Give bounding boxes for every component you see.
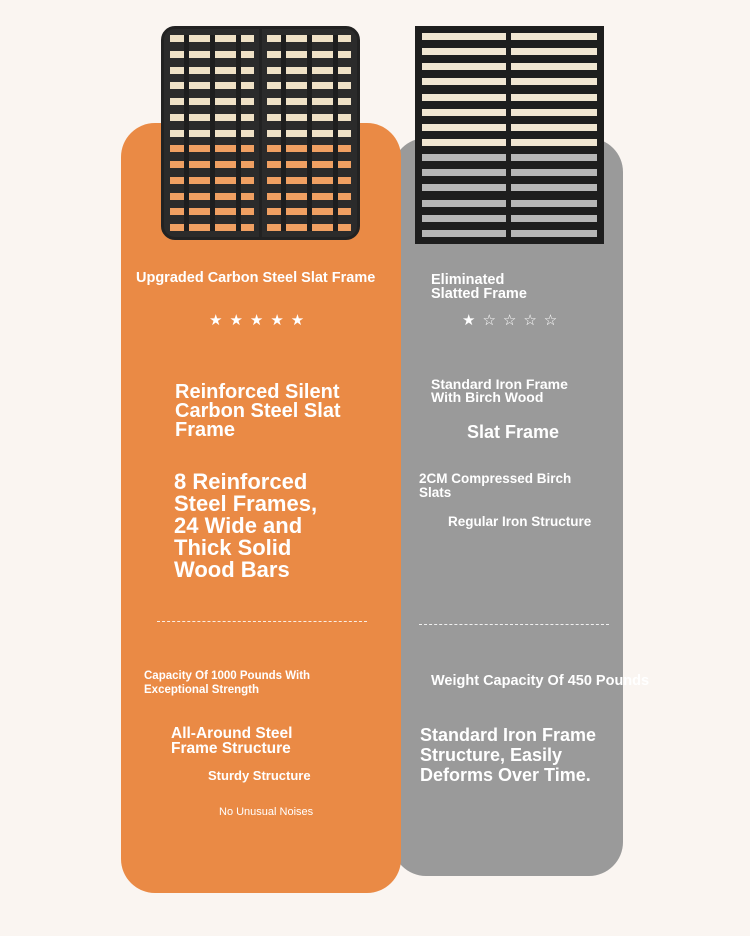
one-star-rating: ★☆☆☆☆ xyxy=(462,312,565,329)
regular-iron-structure-text: Regular Iron Structure xyxy=(448,514,592,529)
birch-slats-text: 2CM Compressed Birch Slats xyxy=(419,471,572,500)
capacity-450-text: Weight Capacity Of 450 Pounds xyxy=(431,673,650,689)
reinforced-frame-heading: Reinforced Silent Carbon Steel Slat Frame xyxy=(175,381,341,441)
steel-support-bar xyxy=(307,35,312,231)
slat-frame-subheading: Slat Frame xyxy=(467,422,560,442)
iron-center-bar xyxy=(506,29,511,241)
steel-support-bar xyxy=(184,35,189,231)
steel-support-bar xyxy=(333,35,338,231)
right-divider xyxy=(419,624,609,625)
upgraded-frame-title: Upgraded Carbon Steel Slat Frame xyxy=(136,270,376,286)
iron-slat-frame-image xyxy=(415,26,604,244)
steel-support-bar xyxy=(236,35,241,231)
carbon-steel-slat-frame-image xyxy=(161,26,360,240)
eliminated-frame-title: Eliminated Slatted Frame xyxy=(431,272,527,302)
slat-panel-left xyxy=(170,35,254,231)
no-unusual-noises-text: No Unusual Noises xyxy=(219,806,314,818)
easily-deforms-text: Standard Iron Frame Structure, Easily Deforms Over Time. xyxy=(420,725,597,785)
standard-iron-frame-heading: Standard Iron Frame With Birch Wood xyxy=(431,376,568,405)
slat-panel-right xyxy=(267,35,351,231)
sturdy-structure-text: Sturdy Structure xyxy=(208,768,311,783)
steel-support-bar xyxy=(210,35,215,231)
center-steel-bar xyxy=(259,29,262,237)
reinforced-steel-feature: 8 Reinforced Steel Frames, 24 Wide and Thick Solid Wood Bars xyxy=(174,469,318,582)
left-divider xyxy=(157,621,367,622)
all-around-steel-structure: All-Around Steel Frame Structure xyxy=(171,725,293,757)
five-star-rating: ★★★★★ xyxy=(209,312,312,329)
capacity-1000-text: Capacity Of 1000 Pounds With Exceptional Strength xyxy=(144,670,311,696)
steel-support-bar xyxy=(281,35,286,231)
